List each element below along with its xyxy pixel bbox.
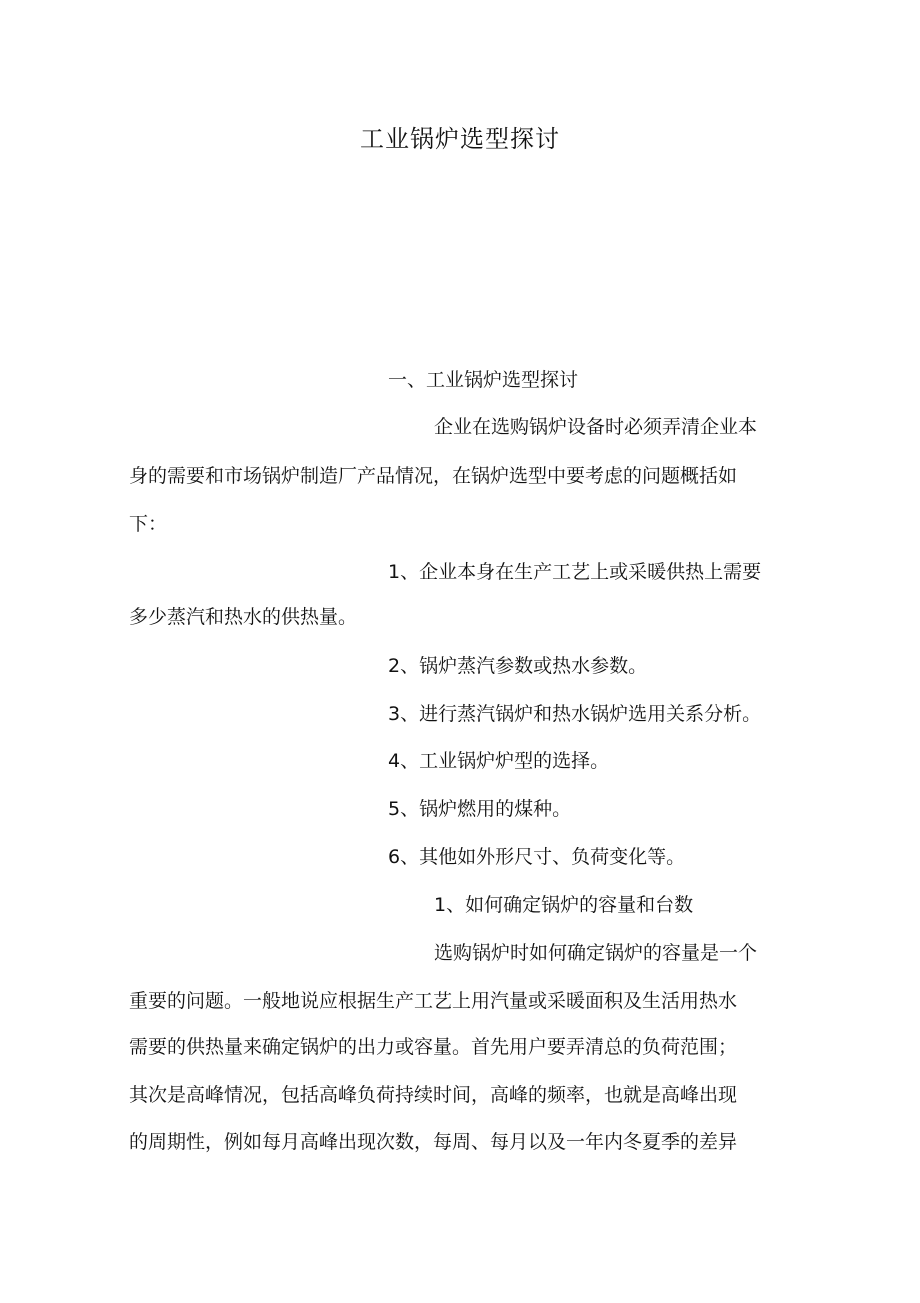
list-item: 6、其他如外形尺寸、负荷变化等。 <box>388 846 686 868</box>
subheading: 1、如何确定锅炉的容量和台数 <box>434 894 694 916</box>
body-line: 重要的问题。一般地说应根据生产工艺上用汽量或采暖面积及生活用热水 <box>129 990 738 1012</box>
list-item: 5、锅炉燃用的煤种。 <box>388 798 572 820</box>
intro-line: 身的需要和市场锅炉制造厂产品情况，在锅炉选型中要考虑的问题概括如 <box>129 465 738 487</box>
list-item: 3、进行蒸汽锅炉和热水锅炉选用关系分析。 <box>388 703 762 725</box>
body-line: 其次是高峰情况，包括高峰负荷持续时间，高峰的频率，也就是高峰出现 <box>129 1084 738 1106</box>
list-item: 2、锅炉蒸汽参数或热水参数。 <box>388 655 648 677</box>
list-item: 4、工业锅炉炉型的选择。 <box>388 750 610 772</box>
intro-line: 企业在选购锅炉设备时必须弄清企业本 <box>434 416 758 438</box>
section-heading: 一、工业锅炉选型探讨 <box>388 369 579 391</box>
body-line: 的周期性，例如每月高峰出现次数，每周、每月以及一年内冬夏季的差异 <box>129 1131 738 1153</box>
list-item: 1、企业本身在生产工艺上或采暖供热上需要 <box>388 561 762 583</box>
list-item-continuation: 多少蒸汽和热水的供热量。 <box>129 606 358 628</box>
intro-line: 下： <box>129 513 168 535</box>
body-line: 选购锅炉时如何确定锅炉的容量是一个 <box>434 942 758 964</box>
body-line: 需要的供热量来确定锅炉的出力或容量。首先用户要弄清总的负荷范围； <box>129 1036 738 1058</box>
document-title: 工业锅炉选型探讨 <box>360 125 560 153</box>
